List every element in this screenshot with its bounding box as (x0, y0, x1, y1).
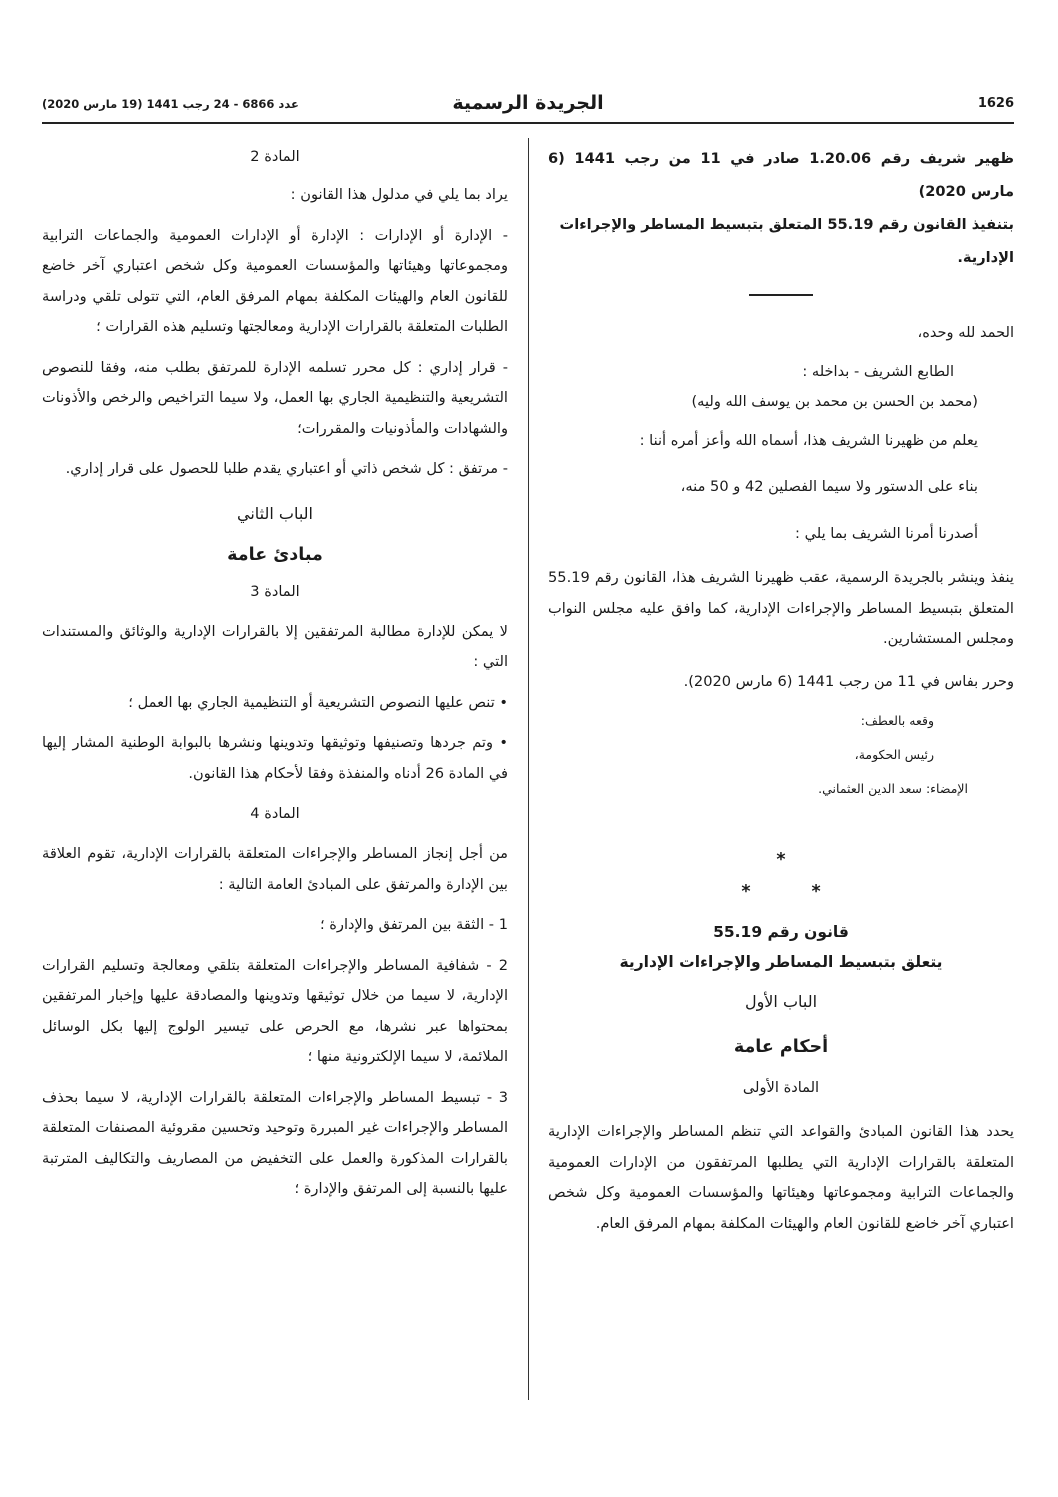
part-two-heading: الباب الثاني (237, 503, 313, 523)
title-separator (749, 294, 813, 296)
head-of-government: رئيس الحكومة، (854, 747, 934, 762)
page-number: 1626 (977, 96, 1014, 111)
done-at: وحرر بفاس في 11 من رجب 1441 (6 مارس 2020). (683, 672, 1014, 690)
article-2-heading: المادة 2 (250, 148, 300, 165)
preamble-constitution: بناء على الدستور ولا سيما الفصلين 42 و 50 منه، (680, 478, 978, 495)
definition-user: - مرتفق : كل شخص ذاتي أو اعتباري يقدم طلبا للحصول على قرار إداري. (65, 460, 508, 477)
separator-star: * (776, 850, 786, 870)
definition-administration: - الإدارة أو الإدارات : الإدارة أو الإدارات العمومية والجماعات الترابية ومجموعاتها وهيئاتها والمؤسسات العمومية وكل شخص اعتباري آخر خاضع للقانون العام والهيئات المكلفة بمهام المرفق العام، التي تتولى تلقي ودراسة الطلبات المتعلقة بالقرارات الإدارية ومعالجتها وتسليم هذه القرارات ؛ (42, 226, 508, 335)
countersigned: وقعه بالعطف: (860, 713, 934, 728)
article-one-text: يحدد هذا القانون المبادئ والقواعد التي تنظم المساطر والإجراءات الإدارية المتعلقة بالقرارات الإدارية التي يطلبها المرتفقون من الإدارات العمومية والجماعات الترابية ومجموعاتها وهيئاتها والمؤسسات العمومية وكل شخص اعتباري آخر خاضع للقانون العام والهيئات المكلفة بمهام المرفق العام. (548, 1123, 1014, 1232)
separator-stars: * * (741, 882, 821, 902)
praise-line: الحمد لله وحده، (917, 324, 1014, 341)
right-column (548, 142, 1014, 1239)
execution-paragraph: ينفذ وينشر بالجريدة الرسمية، عقب ظهيرنا الشريف هذا، القانون رقم 55.19 المتعلق بتبسيط المساطر والإجراءات الإدارية، كما وافق عليه مجلس النواب ومجلس المستشارين. (548, 569, 1014, 647)
article-4-text: من أجل إنجاز المساطر والإجراءات المتعلقة بالقرارات الإدارية، تقوم العلاقة بين الإدارة والمرتفق على المبادئ العامة التالية : (42, 845, 508, 893)
part-one-heading: الباب الأول (744, 992, 818, 1011)
signature: الإمضاء: سعد الدين العثماني. (818, 781, 968, 796)
column-divider (528, 138, 529, 1400)
general-principles-heading: مبادئ عامة (227, 544, 323, 565)
article-3-bullet-2: • وتم جردها وتصنيفها وتوثيقها وتدوينها ونشرها بالبوابة الوطنية المشار إليها في المادة 26 أدناه والمنفذة وفقا لأحكام هذا القانون. (42, 734, 508, 782)
dahir-title-line-2: بتنفيذ القانون رقم 55.19 المتعلق بتبسيط المساطر والإجراءات (559, 216, 1014, 233)
article-2-intro: يراد بما يلي في مدلول هذا القانون : (290, 186, 508, 203)
preamble-order: أصدرنا أمرنا الشريف بما يلي : (795, 524, 978, 542)
preamble-known: يعلم من ظهيرنا الشريف هذا، أسماه الله وأعز أمره أننا : (639, 431, 978, 449)
law-number: قانون رقم 55.19 (713, 923, 849, 941)
journal-title: الجريدة الرسمية (452, 92, 604, 114)
royal-seal: الطابع الشريف - بداخله : (802, 362, 954, 380)
article-3-bullet-1: • تنص عليها النصوص التشريعية أو التنظيمية الجاري بها العمل ؛ (128, 693, 508, 711)
definition-administrative-decision: - قرار إداري : كل محرر تسلمه الإدارة للمرتفق بطلب منه، وفقا للنصوص التشريعية والتنظيمية الجاري بها العمل، ولا سيما التراخيص والرخص والأذونات والشهادات والمأذونيات والمقررات؛ (42, 358, 508, 437)
article-4-heading: المادة 4 (250, 805, 300, 822)
law-subject: يتعلق بتبسيط المساطر والإجراءات الإدارية (619, 953, 943, 971)
principle-1: 1 - الثقة بين المرتفق والإدارة ؛ (320, 916, 508, 933)
issue-info: عدد 6866 - 24 رجب 1441 (19 مارس 2020) (42, 97, 299, 111)
principle-2: 2 - شفافية المساطر والإجراءات المتعلقة بتلقي ومعالجة وتسليم القرارات الإدارية، لا سيما من خلال توثيقها وتدوينها والمصادقة عليها وإخبار المرتفقين بمحتواها عبر نشرها، مع الحرص على تيسير الولوج إليها بكل الوسائل الملائمة، لا سيما الإلكترونية منها ؛ (42, 956, 508, 1065)
dahir-title-line-3: الإدارية. (957, 249, 1014, 266)
article-one-heading: المادة الأولى (742, 1079, 820, 1096)
left-column (42, 142, 508, 1205)
king-name: (محمد بن الحسن بن محمد بن يوسف الله وليه) (691, 393, 978, 410)
page-header (42, 92, 1014, 124)
principle-3: 3 - تبسيط المساطر والإجراءات المتعلقة بالقرارات الإدارية، لا سيما بحذف المساطر والإجراءات غير المبررة وتوحيد وتحسين مقروئية المصنفات المتعلقة بالقرارات المذكورة والعمل على التخفيض من المصاريف والتكاليف المترتبة عليها بالنسبة إلى المرتفق والإدارة ؛ (42, 1088, 508, 1197)
dahir-title-line-1: ظهير شريف رقم 1.20.06 صادر في 11 من رجب 1441 (6 مارس 2020) (548, 150, 1014, 200)
general-provisions-heading: أحكام عامة (733, 1037, 829, 1057)
article-3-text: لا يمكن للإدارة مطالبة المرتفقين إلا بالقرارات الإدارية والوثائق والمستندات التي : (42, 622, 508, 670)
header-rule (42, 122, 1014, 124)
article-3-heading: المادة 3 (250, 582, 300, 600)
